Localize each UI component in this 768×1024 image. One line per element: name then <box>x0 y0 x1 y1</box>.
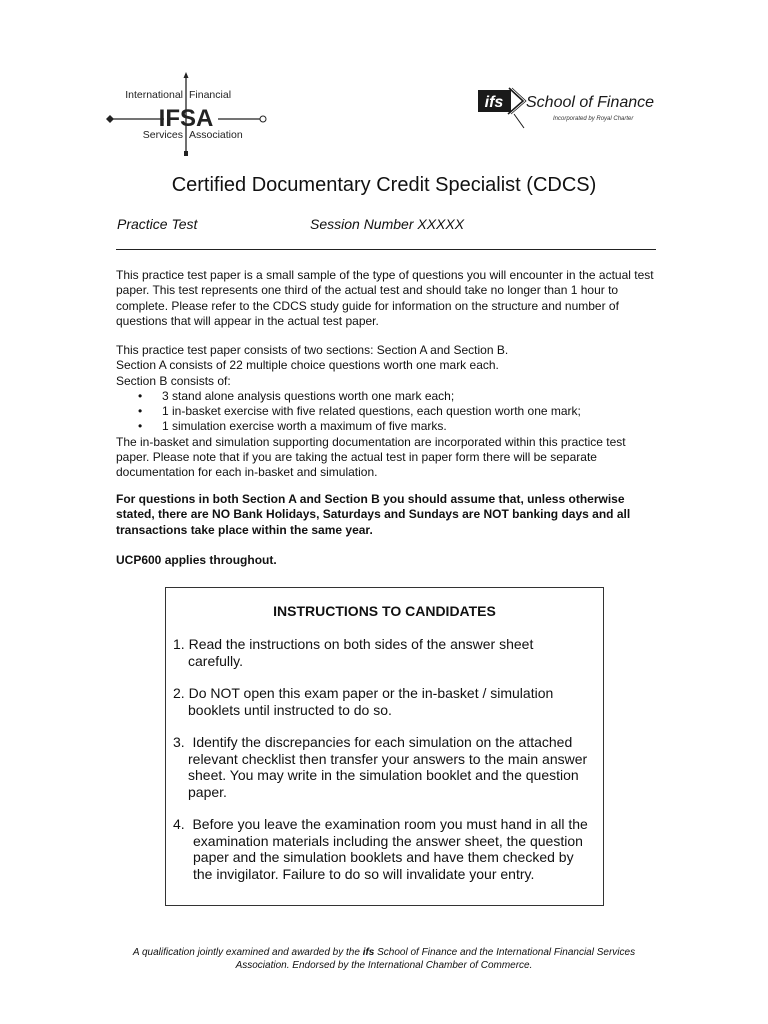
footer-text-before: A qualification jointly examined and awarded by the <box>132 947 363 958</box>
ifsa-logo <box>104 72 272 158</box>
sections-line1: This practice test paper consists of two sections: Section A and Section B. <box>116 343 509 357</box>
ifsa-line3: Services <box>142 129 183 141</box>
horizontal-rule <box>116 249 656 250</box>
sections-closing: The in-basket and simulation supporting documentation are incorporated within this practice test paper. Please note that if you are taking the actual test in paper form there will be separate documentation for each in-basket and simulation. <box>116 434 626 480</box>
ucp600-note: UCP600 applies throughout. <box>116 553 277 567</box>
section-b-list <box>116 389 656 435</box>
ifs-school-of-finance-logo <box>478 86 662 130</box>
instructions-heading: INSTRUCTIONS TO CANDIDATES <box>273 603 496 619</box>
list-item: • 1 in-basket exercise with five related questions, each question worth one mark; <box>116 404 656 419</box>
instruction-item <box>173 636 593 669</box>
assumptions-note: For questions in both Section A and Section B you should assume that, unless otherwise stated, there are NO Bank Holidays, Saturdays and Sundays are NOT banking days and all transactions take place within the same year. <box>116 492 631 537</box>
ifsa-line3b: Association <box>189 129 243 141</box>
instruction-continuation: booklets until instructed to do so. <box>188 701 392 718</box>
ifs-mark: ifs <box>484 94 504 111</box>
ifsa-acronym: IFSA <box>158 105 214 132</box>
instruction-item <box>173 816 593 882</box>
footer-ifs-mark: ifs <box>362 947 375 958</box>
instruction-number: 1. <box>173 636 185 652</box>
instruction-number: 4. <box>173 816 185 832</box>
footer-text-after: School of Finance and the International Financial Services Association. Endorsed by the International Chamber of Commerce. <box>235 947 636 971</box>
ifsa-line1: International <box>125 89 183 101</box>
intro-paragraph: This practice test paper is a small sample of the type of questions you will encounter in the actual test paper. This test represents one third of the actual test and should take no longer than 1 hour to complete. Please refer to the CDCS study guide for information on the structure and number of questions that will appear in the actual test paper. <box>116 268 654 328</box>
sections-line3: Section B consists of: <box>116 373 231 388</box>
instructions-box <box>165 587 604 906</box>
list-item: • 3 stand alone analysis questions worth one mark each; <box>116 389 656 404</box>
ifs-name: School of Finance <box>526 94 655 111</box>
instruction-continuation: examination materials including the answer sheet, the question paper and the simulation booklets and have them checked by the invigilator. Failure to do so will invalidate your entry. <box>193 832 583 882</box>
practice-test-label: Practice Test <box>117 216 198 232</box>
sections-description <box>116 343 656 481</box>
session-number: Session Number XXXXX <box>310 216 465 232</box>
instruction-number: 2. <box>173 685 185 701</box>
list-item: • 1 simulation exercise worth a maximum of five marks. <box>116 419 656 434</box>
instruction-text: Do NOT open this exam paper or the in-basket / simulation <box>188 685 554 701</box>
document-title: Certified Documentary Credit Specialist (CDCS) <box>171 174 597 196</box>
instruction-text: Before you leave the examination room you must hand in all the <box>188 816 588 832</box>
instruction-number: 3. <box>173 734 185 750</box>
instruction-text: Identify the discrepancies for each simulation on the attached <box>188 734 573 750</box>
instruction-continuation: relevant checklist then transfer your answers to the main answer sheet. You may write in the simulation booklet and the question paper. <box>188 750 588 800</box>
ifs-tagline: Incorporated by Royal Charter <box>553 116 634 122</box>
instruction-item <box>173 734 593 800</box>
footer-note <box>110 946 658 972</box>
instruction-item <box>173 685 593 718</box>
ifsa-line1b: Financial <box>189 89 232 101</box>
sections-line2: Section A consists of 22 multiple choice questions worth one mark each. <box>116 358 499 373</box>
instruction-text: Read the instructions on both sides of the answer sheet <box>188 636 534 652</box>
instruction-continuation: carefully. <box>188 652 243 669</box>
